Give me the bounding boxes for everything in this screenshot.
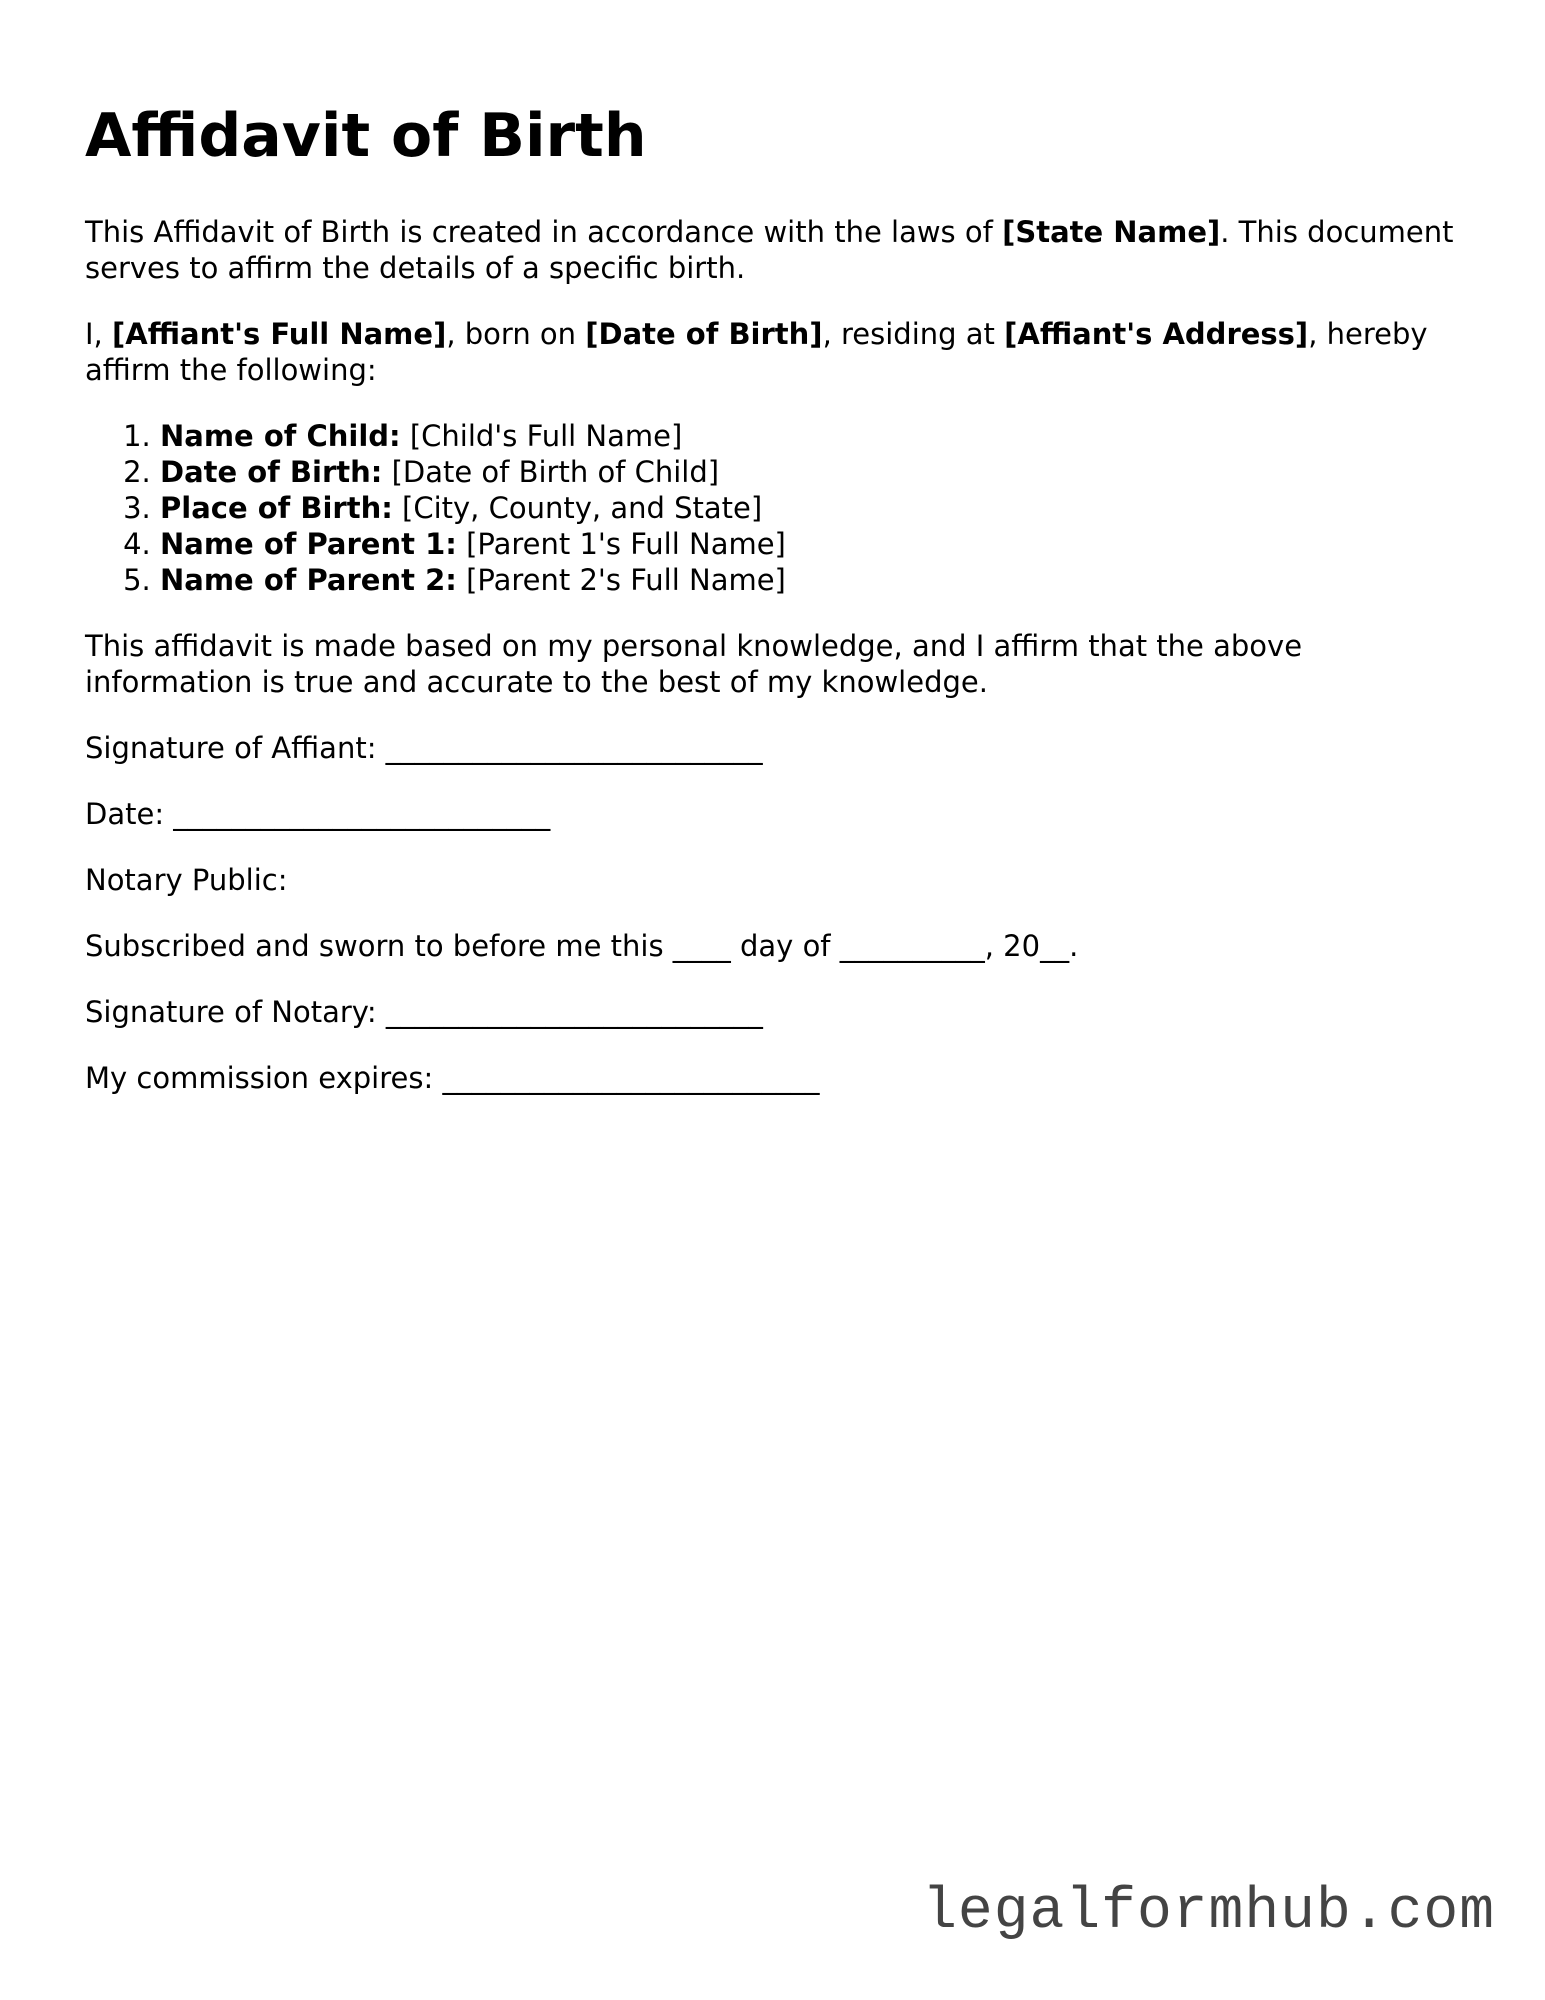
item-label: Name of Parent 2: — [160, 563, 457, 597]
statement-paragraph: This affidavit is made based on my personal knowledge, and I affirm that the above information is true and accurate to the best of my knowledge. — [85, 629, 1303, 699]
item-value: [Child's Full Name] — [400, 419, 683, 453]
date-of-birth-placeholder: [Date of Birth] — [585, 317, 823, 351]
sworn-line: Subscribed and sworn to before me this ____ day of __________, 20__. — [85, 929, 1079, 963]
item-label: Name of Child: — [160, 419, 401, 453]
item-label: Place of Birth: — [160, 491, 393, 525]
list-item — [160, 562, 1465, 598]
list-item — [160, 454, 1465, 490]
item-label: Date of Birth: — [160, 455, 383, 489]
affirmation-text-3: , residing at — [822, 317, 1005, 351]
affirmation-text-4: , hereby affirm the following: — [85, 317, 1428, 387]
intro-text-1: This Affidavit of Birth is created in accordance with the laws of — [85, 215, 1003, 249]
list-item — [160, 418, 1465, 454]
commission-expires-line: My commission expires: __________________________ — [85, 1061, 820, 1095]
affirmation-text-2: , born on — [446, 317, 586, 351]
item-value: [Parent 1's Full Name] — [456, 527, 786, 561]
item-label: Name of Parent 1: — [160, 527, 457, 561]
list-item — [160, 490, 1465, 526]
affiant-address-placeholder: [Affiant's Address] — [1004, 317, 1309, 351]
affirmation-paragraph — [85, 316, 1465, 388]
notary-signature-line: Signature of Notary: __________________________ — [85, 995, 763, 1029]
affiant-signature-line: Signature of Affiant: __________________________ — [85, 731, 763, 765]
affirmation-text-1: I, — [85, 317, 112, 351]
document-title: Affidavit of Birth — [85, 101, 647, 171]
date-line: Date: __________________________ — [85, 797, 551, 831]
intro-paragraph — [85, 214, 1465, 286]
item-value: [Parent 2's Full Name] — [456, 563, 786, 597]
item-value: [Date of Birth of Child] — [382, 455, 720, 489]
state-name-placeholder: [State Name] — [1002, 215, 1221, 249]
birth-details-list — [85, 418, 1465, 598]
document-page — [85, 100, 1465, 1126]
intro-text-2: . This document serves to affirm the details of a specific birth. — [85, 215, 1454, 285]
item-value: [City, County, and State] — [392, 491, 763, 525]
notary-public-heading: Notary Public: — [85, 863, 288, 897]
affiant-name-placeholder: [Affiant's Full Name] — [112, 317, 447, 351]
watermark: legalformhub.com — [922, 1880, 1495, 1945]
list-item — [160, 526, 1465, 562]
